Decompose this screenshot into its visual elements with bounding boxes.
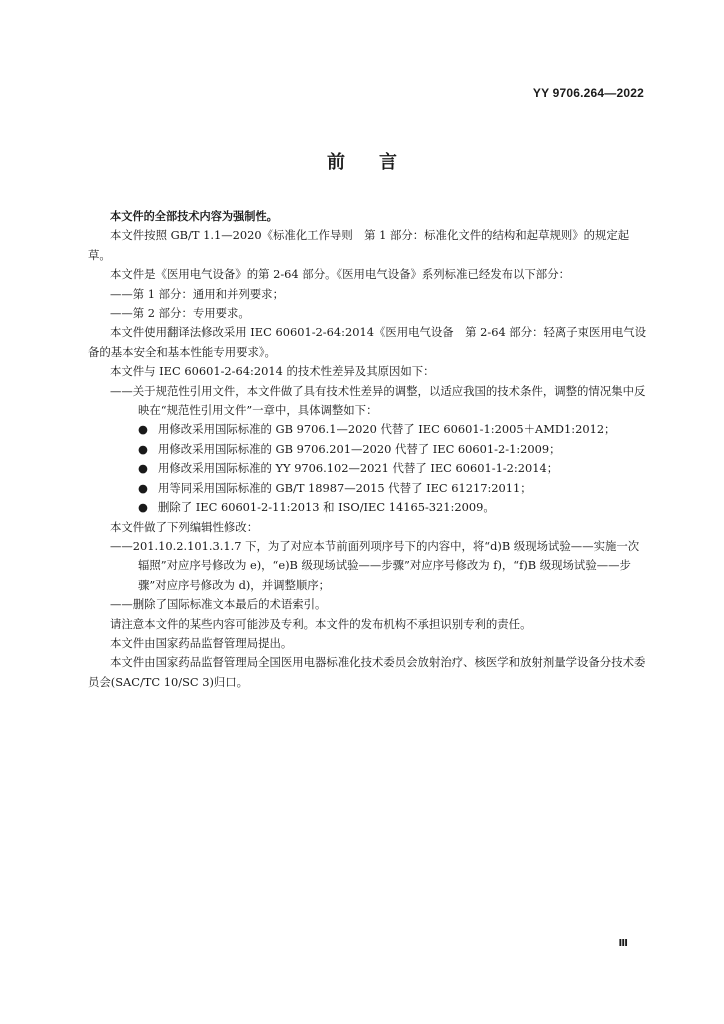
page-number: Ⅲ <box>618 938 628 949</box>
bullet-text: 用等同采用国际标准的 GB/T 18987—2015 代替了 IEC 61217:2011； <box>158 480 532 495</box>
list-item-renumbering: ——201.10.2.101.3.1.7 下，为了对应本节前面列项序号下的内容中，将“d)B 级现场试验——实施一次辐照”对应序号修改为 e)，“e)B 级现场试验——步骤”对应序号修改为 f)，“f)B 级现场试验——步骤”对应序号修改为 d)，并调整顺序； <box>110 538 640 592</box>
paragraph-patent: 请注意本文件的某些内容可能涉及专利。本文件的发布机构不承担识别专利的责任。 <box>110 616 532 631</box>
standard-code: YY 9706.264—2022 <box>532 86 644 100</box>
bullet-text: 用修改采用国际标准的 GB 9706.201—2020 代替了 IEC 60601-2-1:2009； <box>158 441 561 456</box>
bullet-item <box>88 479 648 498</box>
paragraph-adoption: 本文件使用翻译法修改采用 IEC 60601-2-64:2014《医用电气设备 第 2-64 部分：轻离子束医用电气设备的基本安全和基本性能专用要求》。 <box>88 325 646 359</box>
paragraph-proposer: 本文件由国家药品监督管理局提出。 <box>110 635 293 650</box>
bullet-text: 删除了 IEC 60601-2-11:2013 和 ISO/IEC 14165-321:2009。 <box>158 500 495 515</box>
bullet-text: 用修改采用国际标准的 YY 9706.102—2021 代替了 IEC 60601-1-2:2014； <box>158 461 559 476</box>
list-item-normative-refs: ——关于规范性引用文件，本文件做了具有技术性差异的调整，以适应我国的技术条件，调整的情况集中反映在“规范性引用文件”一章中，具体调整如下： <box>110 383 646 418</box>
bullet-dot-icon: ● <box>138 500 148 515</box>
list-item-part1: ——第 1 部分：通用和并列要求； <box>110 286 284 301</box>
bullet-dot-icon: ● <box>138 441 148 456</box>
bullet-text: 用修改采用国际标准的 GB 9706.1—2020 代替了 IEC 60601-1:2005＋AMD1:2012； <box>158 422 616 437</box>
bullet-dot-icon: ● <box>138 461 148 476</box>
bullet-dot-icon: ● <box>138 422 148 437</box>
bullet-item <box>88 440 648 459</box>
list-item-index-removed: ——删除了国际标准文本最后的术语索引。 <box>110 597 327 612</box>
paragraph-committee: 本文件由国家药品监督管理局全国医用电器标准化技术委员会放射治疗、核医学和放射剂量学设备分技术委员会(SAC/TC 10/SC 3)归口。 <box>88 655 646 689</box>
paragraph-mandatory: 本文件的全部技术内容为强制性。 <box>110 210 278 223</box>
page-title: 前言 <box>327 152 431 173</box>
foreword-body <box>88 207 648 692</box>
bullet-dot-icon: ● <box>138 480 148 495</box>
bullet-item <box>88 420 648 439</box>
paragraph-drafting: 本文件按照 GB/T 1.1—2020《标准化工作导则 第 1 部分：标准化文件的结构和起草规则》的规定起草。 <box>88 228 630 262</box>
paragraph-editorial: 本文件做了下列编辑性修改： <box>110 519 259 534</box>
list-item-part2: ——第 2 部分：专用要求。 <box>110 306 250 321</box>
bullet-item <box>88 498 648 517</box>
paragraph-series: 本文件是《医用电气设备》的第 2-64 部分。《医用电气设备》系列标准已经发布以下部分： <box>110 267 570 282</box>
bullet-item <box>88 459 648 478</box>
paragraph-differences: 本文件与 IEC 60601-2-64:2014 的技术性差异及其原因如下： <box>110 364 435 379</box>
